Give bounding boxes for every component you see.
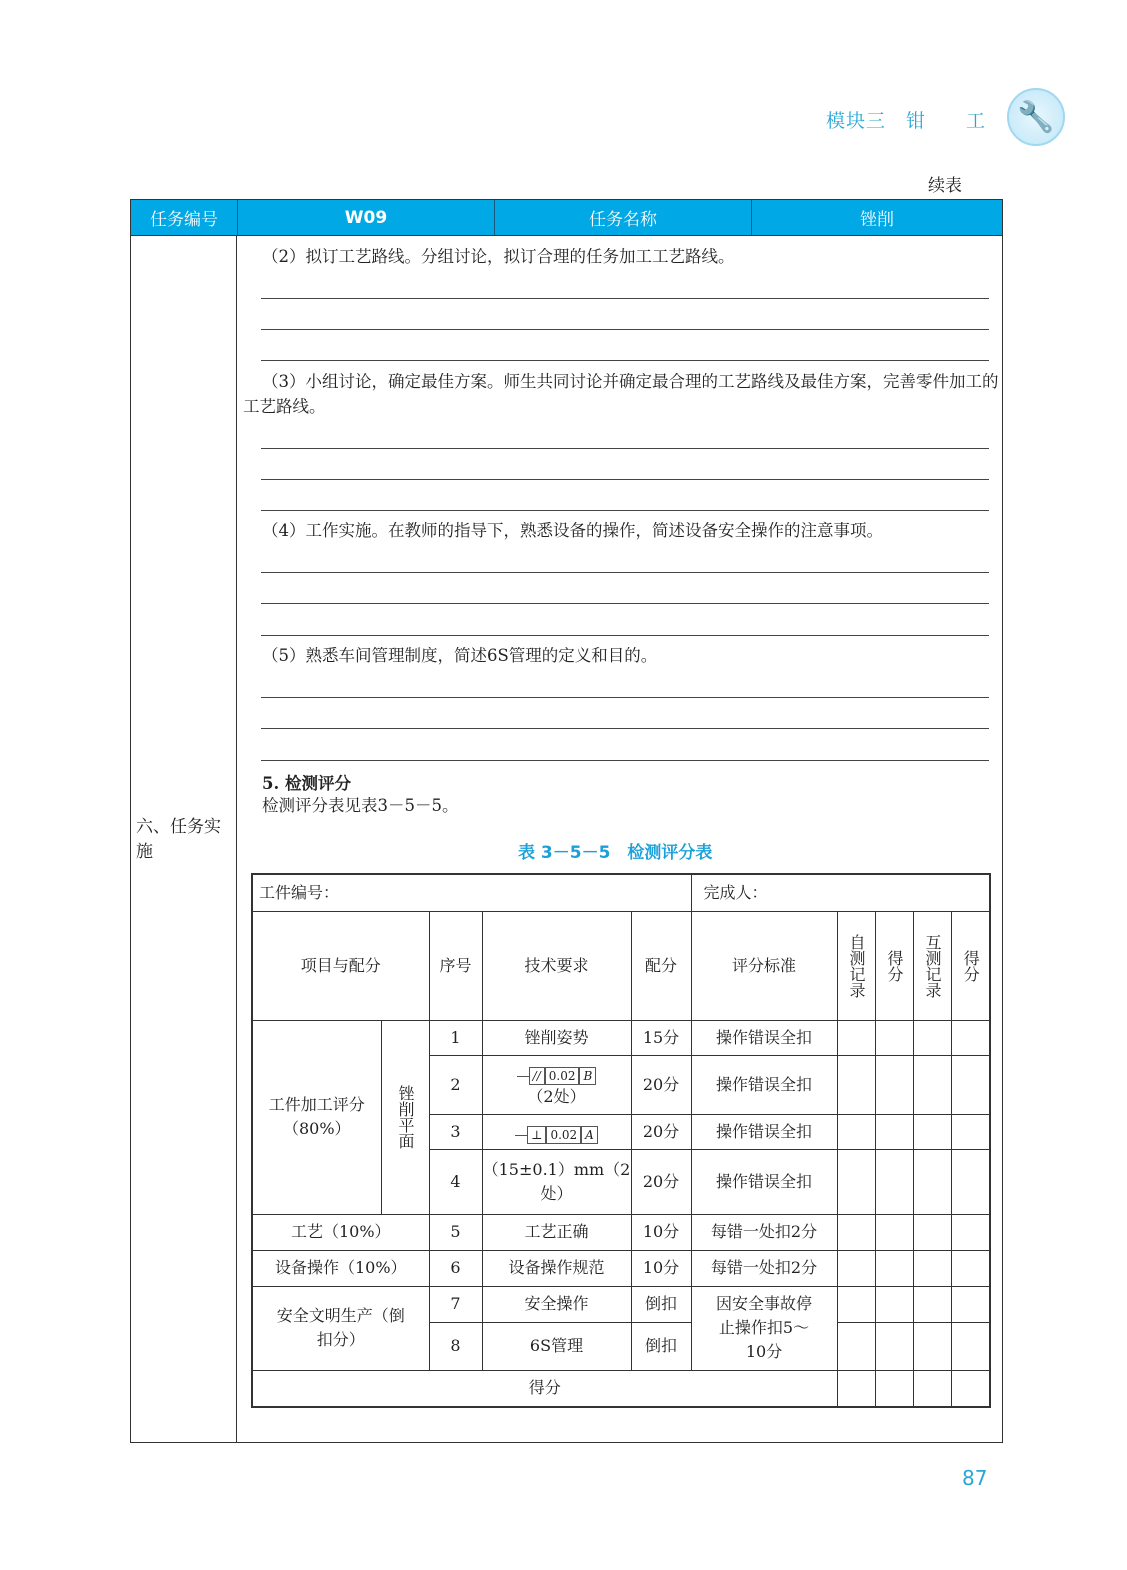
- continued-label: 续表: [928, 176, 962, 196]
- pts: 20分: [631, 1114, 691, 1149]
- section-label: 六、任务实施: [136, 817, 221, 862]
- table-row: [252, 1286, 990, 1322]
- pts: 10分: [631, 1250, 691, 1286]
- input-cell[interactable]: [837, 1114, 875, 1149]
- seq: 5: [429, 1214, 482, 1250]
- pts: 倒扣: [631, 1286, 691, 1322]
- std: 操作错误全扣: [691, 1020, 837, 1055]
- section-5-text: 检测评分表见表3－5－5。: [262, 796, 459, 815]
- seq: 7: [429, 1286, 482, 1322]
- pts: 20分: [631, 1055, 691, 1114]
- input-cell[interactable]: [875, 1322, 913, 1370]
- req: 6S管理: [482, 1322, 631, 1370]
- gdt-tol: 0.02: [546, 1126, 581, 1144]
- input-cell[interactable]: [913, 1020, 951, 1055]
- th-peer-score: 得分: [951, 911, 990, 1020]
- input-cell[interactable]: [913, 1370, 951, 1407]
- input-cell[interactable]: [875, 1149, 913, 1214]
- seq: 8: [429, 1322, 482, 1370]
- input-cell[interactable]: [837, 1322, 875, 1370]
- th-seq: 序号: [429, 911, 482, 1020]
- input-cell[interactable]: [951, 1149, 990, 1214]
- th-req: 技术要求: [482, 911, 631, 1020]
- answer-line[interactable]: [261, 360, 989, 361]
- std: 操作错误全扣: [691, 1114, 837, 1149]
- group-filing-plane: 锉削平面: [381, 1020, 429, 1214]
- input-cell[interactable]: [913, 1286, 951, 1322]
- input-cell[interactable]: [837, 1214, 875, 1250]
- input-cell[interactable]: [875, 1020, 913, 1055]
- input-cell[interactable]: [875, 1214, 913, 1250]
- item: 设备操作（10%）: [252, 1250, 429, 1286]
- input-cell[interactable]: [837, 1020, 875, 1055]
- gdt-symbol: ⊥: [527, 1126, 546, 1144]
- pts: 10分: [631, 1214, 691, 1250]
- total-row: [252, 1370, 990, 1407]
- input-cell[interactable]: [951, 1322, 990, 1370]
- gdt-datum: A: [581, 1126, 598, 1144]
- header-task-no-label: 任务编号: [131, 200, 238, 235]
- input-cell[interactable]: [875, 1114, 913, 1149]
- answer-line[interactable]: [261, 572, 989, 573]
- input-cell[interactable]: [875, 1055, 913, 1114]
- input-cell[interactable]: [951, 1114, 990, 1149]
- input-cell[interactable]: [951, 1055, 990, 1114]
- module-label: 模块三: [826, 110, 887, 132]
- header-task-name-label: 任务名称: [495, 200, 752, 235]
- answer-line[interactable]: [261, 760, 989, 761]
- gdt-symbol: //: [529, 1067, 545, 1085]
- th-self: 自测记录: [837, 911, 875, 1020]
- input-cell[interactable]: [951, 1286, 990, 1322]
- std: 每错一处扣2分: [691, 1214, 837, 1250]
- req: [482, 1055, 631, 1114]
- input-cell[interactable]: [951, 1250, 990, 1286]
- item: 工艺（10%）: [252, 1214, 429, 1250]
- finisher-field: 完成人：: [691, 874, 990, 911]
- seq: 6: [429, 1250, 482, 1286]
- section-5-title: 5. 检测评分: [262, 774, 351, 793]
- pts: 15分: [631, 1020, 691, 1055]
- input-cell[interactable]: [951, 1370, 990, 1407]
- table-row: [252, 1214, 990, 1250]
- task-table-header: [130, 199, 1003, 236]
- th-pts: 配分: [631, 911, 691, 1020]
- header-task-name: 锉削: [860, 210, 894, 230]
- step-5: （5）熟悉车间管理制度，简述6S管理的定义和目的。: [262, 646, 658, 665]
- req: 锉削姿势: [482, 1020, 631, 1055]
- req: [482, 1114, 631, 1149]
- page-number: 87: [962, 1466, 988, 1490]
- input-cell[interactable]: [913, 1322, 951, 1370]
- th-peer: 互测记录: [913, 911, 951, 1020]
- input-cell[interactable]: [837, 1250, 875, 1286]
- input-cell[interactable]: [951, 1214, 990, 1250]
- module-title: 钳 工: [906, 110, 987, 132]
- std: 每错一处扣2分: [691, 1250, 837, 1286]
- answer-line[interactable]: [261, 603, 989, 604]
- answer-line[interactable]: [261, 329, 989, 330]
- table-row: [252, 1250, 990, 1286]
- input-cell[interactable]: [875, 1370, 913, 1407]
- input-cell[interactable]: [913, 1149, 951, 1214]
- parallelism-frame: [517, 1067, 597, 1085]
- pts: 20分: [631, 1149, 691, 1214]
- input-cell[interactable]: [913, 1055, 951, 1114]
- step-2: （2）拟订工艺路线。分组讨论，拟订合理的任务加工工艺路线。: [262, 247, 735, 266]
- th-self-score: 得分: [875, 911, 913, 1020]
- input-cell[interactable]: [837, 1370, 875, 1407]
- running-header: [826, 106, 986, 133]
- answer-line[interactable]: [261, 298, 989, 299]
- input-cell[interactable]: [837, 1055, 875, 1114]
- group-machining: 工件加工评分（80%）: [252, 1020, 381, 1214]
- input-cell[interactable]: [913, 1250, 951, 1286]
- std-safety: 因安全事故停止操作扣5～10分: [691, 1286, 837, 1370]
- part-no-field: 工件编号：: [252, 874, 691, 911]
- seq: 4: [429, 1149, 482, 1214]
- step-4: （4）工作实施。在教师的指导下，熟悉设备的操作，简述设备安全操作的注意事项。: [262, 521, 883, 540]
- req: （15±0.1）mm（2处）: [482, 1149, 631, 1214]
- wrench-icon: 🔧: [1007, 88, 1065, 146]
- input-cell[interactable]: [875, 1250, 913, 1286]
- seq: 3: [429, 1114, 482, 1149]
- group-safety: 安全文明生产（倒扣分）: [252, 1286, 429, 1370]
- input-cell[interactable]: [837, 1149, 875, 1214]
- header-task-no: W09: [238, 200, 495, 235]
- std: 操作错误全扣: [691, 1055, 837, 1114]
- input-cell[interactable]: [837, 1286, 875, 1322]
- perpendicularity-frame: [515, 1126, 598, 1144]
- total-label: 得分: [252, 1370, 837, 1407]
- answer-line[interactable]: [261, 510, 989, 511]
- table-row: [252, 1020, 990, 1055]
- column-divider: [236, 236, 237, 1442]
- input-cell[interactable]: [951, 1020, 990, 1055]
- seq: 1: [429, 1020, 482, 1055]
- answer-line[interactable]: [261, 728, 989, 729]
- answer-line[interactable]: [261, 448, 989, 449]
- req: 工艺正确: [482, 1214, 631, 1250]
- answer-line[interactable]: [261, 697, 989, 698]
- th-item: 项目与配分: [252, 911, 429, 1020]
- score-table: [251, 873, 991, 1408]
- gdt-tol: 0.02: [545, 1067, 580, 1085]
- input-cell[interactable]: [913, 1114, 951, 1149]
- gdt-datum: B: [579, 1067, 596, 1085]
- req: 设备操作规范: [482, 1250, 631, 1286]
- pts: 倒扣: [631, 1322, 691, 1370]
- answer-line[interactable]: [261, 479, 989, 480]
- answer-line[interactable]: [261, 635, 989, 636]
- input-cell[interactable]: [875, 1286, 913, 1322]
- req-note: （2处）: [527, 1087, 586, 1107]
- req: 安全操作: [482, 1286, 631, 1322]
- std: 操作错误全扣: [691, 1149, 837, 1214]
- th-std: 评分标准: [691, 911, 837, 1020]
- table-caption: 表 3－5－5 检测评分表: [518, 843, 713, 863]
- seq: 2: [429, 1055, 482, 1114]
- step-3: （3）小组讨论，确定最佳方案。师生共同讨论并确定最合理的工艺路线及最佳方案，完善零件加工的工艺路线。: [243, 372, 999, 416]
- input-cell[interactable]: [913, 1214, 951, 1250]
